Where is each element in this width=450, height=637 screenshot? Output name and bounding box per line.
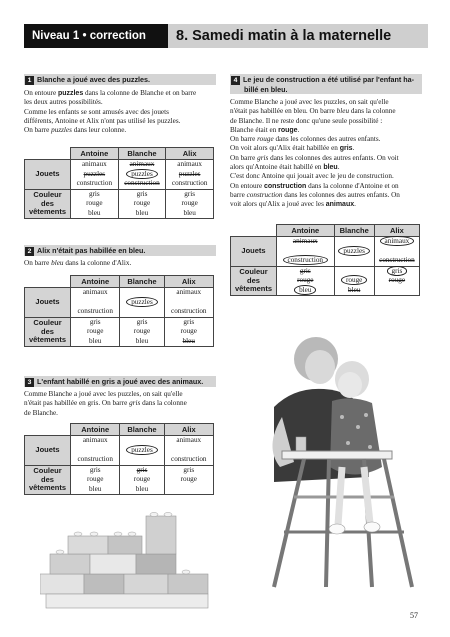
text-line: Comme les enfants se sont amusés avec des jouets — [24, 107, 169, 116]
column-header: Antoine — [277, 225, 335, 237]
option-value — [71, 485, 119, 495]
text-line: n'était pas habillée en bleu. On barre bleu dans la colonne — [230, 107, 396, 116]
section-3-table — [24, 423, 214, 495]
bold-term: construction — [263, 182, 307, 190]
section-heading-line-2: billé en bleu. — [244, 85, 288, 94]
plain-option: rouge — [86, 199, 103, 207]
section-3-heading — [24, 376, 216, 387]
column-header: Blanche — [118, 148, 166, 160]
option-value — [120, 455, 163, 465]
table-row — [25, 465, 214, 495]
text-line: C'est donc Antoine qui jouait avec le jeu de construction. — [230, 172, 394, 181]
option-value — [166, 170, 213, 180]
option-value — [335, 247, 374, 257]
option-cell — [71, 465, 120, 495]
plain-option: rouge — [181, 199, 198, 207]
struck-option: construction — [124, 179, 160, 187]
plain-option: rouge — [180, 327, 197, 335]
plain-option: construction — [171, 307, 207, 315]
plain-option: bleu — [88, 208, 101, 217]
section-4-table — [230, 224, 420, 296]
option-value — [120, 466, 163, 476]
option-cell — [334, 266, 374, 296]
option-value — [165, 455, 213, 465]
plain-option: bleu — [89, 484, 102, 493]
option-value — [166, 160, 213, 170]
section-heading-text: Alix n'était pas habillée en bleu. — [37, 246, 146, 255]
text-line: On voit alors qu'Alix était habillée en gris. — [230, 144, 355, 153]
option-value — [71, 318, 119, 328]
plain-option: construction — [171, 455, 207, 463]
table-row — [25, 189, 214, 219]
building-blocks-illustration — [40, 512, 220, 612]
option-value — [375, 256, 419, 266]
column-header: Blanche — [120, 276, 164, 288]
option-value — [71, 190, 118, 200]
option-cell — [120, 288, 164, 318]
option-value — [375, 286, 419, 296]
plain-option: bleu — [183, 208, 196, 217]
option-cell — [71, 160, 119, 190]
table-row — [231, 237, 420, 267]
text-line: différents, Antoine et Alix n'ont pas utilisé les puzzles. — [24, 116, 181, 125]
column-header: Antoine — [71, 148, 119, 160]
section-1-text — [24, 89, 216, 135]
option-value — [375, 276, 419, 286]
plain-option: bleu — [135, 484, 149, 493]
chapter-banner — [24, 24, 428, 48]
option-value — [166, 179, 213, 189]
option-value — [71, 436, 119, 446]
struck-option: rouge — [297, 276, 314, 284]
option-cell — [164, 288, 213, 318]
page-title: 8. Samedi matin à la maternelle — [176, 28, 392, 44]
option-value — [375, 267, 419, 277]
cup — [296, 437, 306, 451]
row-header: Couleur des vêtements — [231, 266, 277, 296]
option-value — [120, 318, 163, 328]
text-line: les deux autres possibilités. — [24, 98, 103, 107]
option-value — [120, 298, 163, 308]
option-value — [165, 337, 213, 347]
option-value — [277, 256, 334, 266]
text-line: n'était pas habillée en gris. On barre gris dans la colonne — [24, 399, 187, 408]
circled-option: bleu — [294, 285, 316, 295]
plain-option: gris — [136, 317, 148, 326]
plain-option: rouge — [87, 327, 104, 335]
option-value — [71, 337, 119, 347]
section-1-table — [24, 147, 214, 219]
plain-option: gris — [183, 317, 195, 326]
table-corner — [25, 276, 71, 288]
struck-option: animaux — [129, 160, 155, 168]
option-value — [277, 286, 334, 296]
text-line: On barre rouge dans les colonnes des autres enfants. — [230, 135, 381, 144]
section-1-heading — [24, 74, 216, 85]
plain-option: animaux — [81, 160, 107, 168]
table-row — [25, 160, 214, 190]
option-value — [375, 237, 419, 247]
row-header: Jouets — [25, 160, 71, 190]
text-line: On barre bleu dans la colonne d'Alix. — [24, 259, 132, 267]
section-heading-text: L'enfant habillé en gris a joué avec des animaux. — [37, 377, 204, 386]
plain-option: bleu — [135, 208, 149, 217]
option-value — [120, 307, 163, 317]
row-header: Couleur des vêtements — [25, 189, 71, 219]
plain-option: gris — [89, 465, 101, 474]
option-value — [71, 455, 119, 465]
option-value — [165, 298, 213, 308]
section-3-text — [24, 390, 216, 418]
column-header: Blanche — [334, 225, 374, 237]
page-number: 57 — [410, 611, 418, 620]
option-cell — [118, 160, 166, 190]
option-cell — [164, 436, 213, 466]
option-value — [71, 179, 118, 189]
option-value — [165, 485, 213, 495]
plain-option: animaux — [82, 288, 108, 296]
option-cell — [166, 160, 214, 190]
option-cell — [120, 317, 164, 347]
option-value — [165, 475, 213, 485]
option-value — [71, 327, 119, 337]
text-line: barre construction dans les colonnes des autres enfants. On — [230, 190, 400, 199]
section-number: 4 — [231, 76, 240, 85]
option-value — [165, 466, 213, 476]
struck-option: bleu — [347, 285, 361, 294]
option-value — [119, 179, 166, 189]
plain-option: gris — [89, 317, 101, 326]
plain-option: rouge — [133, 199, 151, 207]
circled-option: puzzles — [126, 445, 158, 455]
level-label: Niveau 1 • correction — [24, 24, 168, 48]
option-value — [120, 446, 163, 456]
option-value — [71, 209, 118, 219]
text-line: On barre puzzles dans leur colonne. — [24, 126, 127, 135]
section-2-text — [24, 259, 216, 268]
circled-option: gris — [387, 266, 408, 276]
text-line: Blanche était en rouge. — [230, 125, 300, 134]
option-value — [71, 466, 119, 476]
option-cell — [277, 266, 335, 296]
high-chair-tray — [282, 451, 392, 459]
struck-option: gris — [299, 266, 311, 275]
row-header: Jouets — [231, 237, 277, 267]
italic-term: bleu — [336, 107, 350, 116]
plain-option: animaux — [177, 160, 203, 168]
option-value — [119, 170, 166, 180]
plain-option: gris — [183, 465, 195, 474]
struck-option: bleu — [182, 336, 195, 345]
circled-option: puzzles — [338, 246, 370, 256]
option-value — [71, 170, 118, 180]
row-header: Couleur des vêtements — [25, 465, 71, 495]
option-value — [119, 209, 166, 219]
table-corner — [25, 424, 71, 436]
option-value — [120, 327, 163, 337]
plain-option: rouge — [133, 327, 151, 335]
text-line: voit alors qu'Alix a joué avec les animaux. — [230, 200, 356, 209]
bold-term: gris — [339, 145, 353, 153]
section-number: 3 — [25, 378, 34, 387]
option-value — [166, 209, 213, 219]
text-line: Comme Blanche a joué avec les puzzles, on sait qu'elle — [24, 390, 183, 398]
option-cell — [71, 288, 120, 318]
option-value — [165, 446, 213, 456]
option-value — [71, 199, 118, 209]
option-value — [165, 288, 213, 298]
row-header: Jouets — [25, 436, 71, 466]
column-header: Alix — [374, 225, 419, 237]
option-value — [71, 160, 118, 170]
circled-option: rouge — [341, 275, 367, 285]
plain-option: construction — [76, 179, 113, 187]
italic-term: gris — [129, 399, 141, 408]
option-value — [335, 286, 374, 296]
option-cell — [120, 465, 164, 495]
option-value — [71, 446, 119, 456]
section-heading-text: Blanche a joué avec des puzzles. — [37, 75, 151, 84]
struck-option: gris — [136, 465, 148, 474]
italic-term: puzzles — [51, 126, 72, 135]
text-line: Comme Blanche a joué avec les puzzles, on sait qu'elle — [230, 98, 389, 106]
option-value — [71, 288, 119, 298]
text-line: On entoure construction dans la colonne d'Antoine et on — [230, 181, 399, 190]
plain-option: construction — [171, 179, 208, 187]
struck-option: puzzles — [83, 169, 106, 178]
option-value — [120, 485, 163, 495]
circled-option: puzzles — [126, 297, 158, 307]
section-2-heading — [24, 245, 216, 256]
option-value — [71, 475, 119, 485]
option-cell — [164, 465, 213, 495]
woman-face — [305, 350, 335, 384]
option-value — [71, 298, 119, 308]
table-corner — [231, 225, 277, 237]
section-4-text — [230, 98, 422, 210]
plain-option: animaux — [176, 288, 202, 296]
table-row — [25, 436, 214, 466]
table-corner — [25, 148, 71, 160]
row-header: Couleur des vêtements — [25, 317, 71, 347]
plain-option: animaux — [176, 436, 202, 444]
text-line: de Blanche. Il ne reste donc qu'une seule possibilité : — [230, 116, 383, 125]
text-line: alors qu'Antoine était habillé en bleu. — [230, 163, 340, 172]
option-cell — [71, 317, 120, 347]
column-header: Antoine — [71, 276, 120, 288]
bold-term: rouge — [278, 126, 298, 134]
plain-option: gris — [88, 189, 100, 198]
option-value — [165, 318, 213, 328]
struck-option: puzzles — [178, 169, 201, 178]
option-value — [166, 190, 213, 200]
plain-option: gris — [136, 189, 148, 198]
option-value — [335, 276, 374, 286]
plain-option: animaux — [82, 436, 108, 444]
option-value — [71, 307, 119, 317]
struck-option: construction — [379, 256, 415, 264]
option-value — [119, 199, 166, 209]
plain-option: rouge — [87, 475, 104, 483]
table-row — [25, 317, 214, 347]
option-value — [165, 327, 213, 337]
option-cell — [374, 266, 419, 296]
plain-option: bleu — [135, 336, 149, 345]
mother-child-photo — [234, 317, 422, 595]
option-value — [165, 436, 213, 446]
plain-option: rouge — [180, 475, 197, 483]
option-value — [120, 475, 163, 485]
plain-option: rouge — [133, 475, 151, 483]
circled-option: puzzles — [126, 169, 158, 179]
option-cell — [120, 436, 164, 466]
bold-term: bleu — [323, 164, 338, 172]
section-number: 1 — [25, 76, 34, 85]
plain-option: gris — [184, 189, 196, 198]
column-header: Blanche — [120, 424, 164, 436]
section-2-table — [24, 275, 214, 347]
option-value — [277, 237, 334, 247]
child-face — [338, 372, 362, 398]
option-value — [277, 267, 334, 277]
option-value — [120, 337, 163, 347]
column-header: Alix — [166, 148, 214, 160]
text-line: On barre gris dans les colonnes des autres enfants. On voit — [230, 153, 399, 162]
option-cell — [277, 237, 335, 267]
plain-option: bleu — [89, 336, 102, 345]
circled-option: animaux — [380, 236, 415, 246]
option-cell — [334, 237, 374, 267]
struck-option: animaux — [292, 237, 318, 245]
table-row — [231, 266, 420, 296]
text-line: de Blanche. — [24, 408, 58, 417]
section-number: 2 — [25, 247, 34, 256]
row-header: Jouets — [25, 288, 71, 318]
bold-term: animaux — [325, 201, 355, 209]
option-value — [335, 256, 374, 266]
italic-term: construction — [246, 190, 283, 199]
column-header: Alix — [164, 424, 213, 436]
italic-term: gris — [257, 153, 269, 162]
option-value — [119, 190, 166, 200]
italic-term: bleu — [51, 259, 64, 267]
circled-option: construction — [283, 255, 329, 265]
option-cell — [166, 189, 214, 219]
option-cell — [71, 189, 119, 219]
option-value — [375, 247, 419, 257]
bold-term: puzzles — [57, 90, 84, 97]
option-cell — [164, 317, 213, 347]
column-header: Antoine — [71, 424, 120, 436]
option-cell — [118, 189, 166, 219]
section-heading-line-1: Le jeu de construction a été utilisé par l'enfant ha- — [243, 75, 415, 84]
option-value — [165, 307, 213, 317]
text-line: On entoure puzzles dans la colonne de Blanche et on barre — [24, 89, 197, 97]
section-4-heading — [230, 74, 422, 94]
struck-option: rouge — [388, 276, 406, 284]
plain-option: construction — [77, 455, 113, 463]
table-row — [25, 288, 214, 318]
option-value — [166, 199, 213, 209]
option-cell — [374, 237, 419, 267]
column-header: Alix — [164, 276, 213, 288]
plain-option: construction — [77, 307, 113, 315]
italic-term: rouge — [257, 135, 274, 144]
option-cell — [71, 436, 120, 466]
